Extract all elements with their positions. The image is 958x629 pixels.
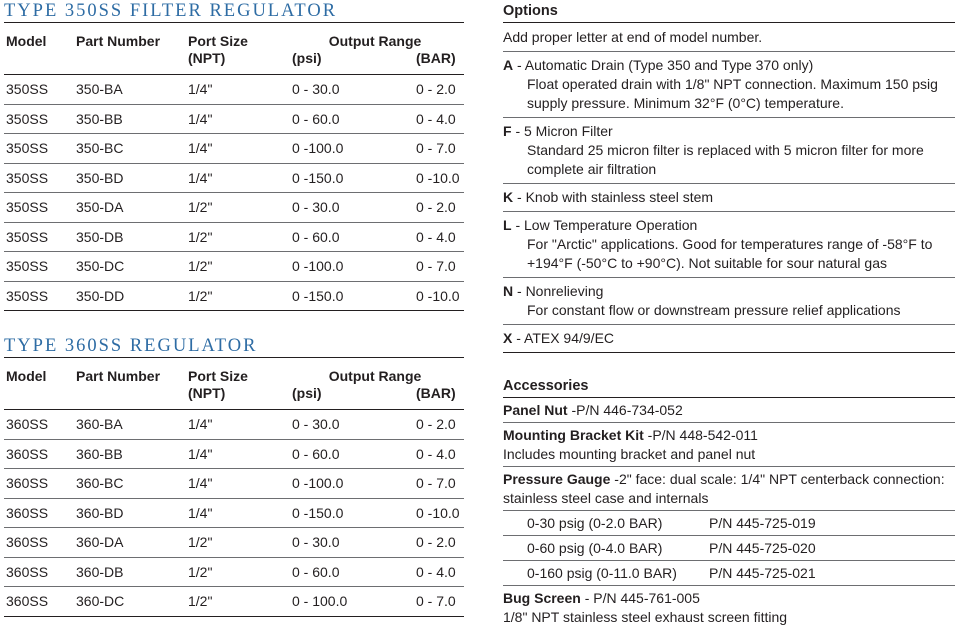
panel-nut-pn: -P/N 446-734-052 xyxy=(571,402,683,418)
option-desc: Float operated drain with 1/8" NPT connection. Maximum 150 psig supply pressure. Minimum 32°F (0°C) temperature. xyxy=(527,76,938,111)
cell-psi: 0 - 60.0 xyxy=(284,557,394,587)
cell-part: 350-BB xyxy=(74,104,186,134)
cell-model: 360SS xyxy=(4,439,74,469)
gauge-item xyxy=(503,466,955,510)
cell-bar: 0 -10.0 xyxy=(394,163,464,193)
table-row xyxy=(4,528,464,558)
options-intro: Add proper letter at end of model number. xyxy=(503,23,955,52)
cell-port: 1/4" xyxy=(186,75,284,105)
cell-port: 1/2" xyxy=(186,281,284,311)
gauge-pn: P/N 445-725-019 xyxy=(709,515,816,531)
table-row xyxy=(4,498,464,528)
cell-model: 360SS xyxy=(4,410,74,440)
table-row xyxy=(4,410,464,440)
table-header-row xyxy=(4,358,464,385)
table-row xyxy=(4,193,464,223)
bug-screen-desc: 1/8" NPT stainless steel exhaust screen fitting xyxy=(503,609,788,625)
cell-bar: 0 - 4.0 xyxy=(394,104,464,134)
type350-title: TYPE 350SS FILTER REGULATOR xyxy=(4,1,338,21)
cell-bar: 0 - 4.0 xyxy=(394,557,464,587)
cell-part: 360-BD xyxy=(74,498,186,528)
option-item xyxy=(503,52,955,118)
options-title: Options xyxy=(503,3,558,19)
cell-model: 360SS xyxy=(4,528,74,558)
option-letter: F xyxy=(503,123,512,139)
option-letter: N xyxy=(503,283,514,299)
cell-port: 1/2" xyxy=(186,557,284,587)
gauge-option-row xyxy=(503,535,955,560)
option-title xyxy=(503,122,955,141)
option-name: - 5 Micron Filter xyxy=(515,123,613,139)
cell-model: 350SS xyxy=(4,134,74,164)
table-row xyxy=(4,469,464,499)
cell-part: 350-DA xyxy=(74,193,186,223)
table-subheader-row xyxy=(4,50,464,75)
cell-bar: 0 -10.0 xyxy=(394,498,464,528)
bug-screen-pn: - P/N 445-761-005 xyxy=(584,590,700,606)
header-port: Port Size xyxy=(188,33,248,49)
option-name: - ATEX 94/9/EC xyxy=(516,330,615,346)
panel-nut-item xyxy=(503,398,955,422)
cell-model: 350SS xyxy=(4,222,74,252)
header-psi: (psi) xyxy=(292,50,322,66)
cell-part: 360-BA xyxy=(74,410,186,440)
cell-bar: 0 - 4.0 xyxy=(394,222,464,252)
cell-port: 1/4" xyxy=(186,134,284,164)
cell-port: 1/2" xyxy=(186,193,284,223)
cell-model: 360SS xyxy=(4,498,74,528)
option-title xyxy=(503,282,955,301)
gauge-range: 0-30 psig (0-2.0 BAR) xyxy=(527,515,663,531)
cell-psi: 0 - 30.0 xyxy=(284,528,394,558)
cell-psi: 0 -150.0 xyxy=(284,163,394,193)
option-name: - Low Temperature Operation xyxy=(515,217,698,233)
cell-psi: 0 - 30.0 xyxy=(284,193,394,223)
option-title xyxy=(503,216,955,235)
cell-part: 350-BA xyxy=(74,75,186,105)
option-item xyxy=(503,212,955,278)
header-output: Output Range xyxy=(328,368,422,384)
cell-psi: 0 -100.0 xyxy=(284,252,394,282)
left-column xyxy=(4,0,464,617)
right-column xyxy=(503,0,955,629)
mounting-desc: Includes mounting bracket and panel nut xyxy=(503,446,756,462)
cell-part: 360-BB xyxy=(74,439,186,469)
cell-bar: 0 - 4.0 xyxy=(394,439,464,469)
cell-psi: 0 - 30.0 xyxy=(284,75,394,105)
cell-part: 350-DB xyxy=(74,222,186,252)
header-part: Part Number xyxy=(76,33,161,49)
cell-model: 350SS xyxy=(4,193,74,223)
gauge-range: 0-60 psig (0-4.0 BAR) xyxy=(527,540,663,556)
gauge-list xyxy=(503,510,955,585)
cell-psi: 0 -100.0 xyxy=(284,469,394,499)
cell-model: 350SS xyxy=(4,75,74,105)
options-list xyxy=(503,52,955,353)
type350-table xyxy=(4,23,464,311)
cell-bar: 0 - 7.0 xyxy=(394,469,464,499)
cell-port: 1/4" xyxy=(186,469,284,499)
header-bar: (BAR) xyxy=(416,385,456,401)
cell-model: 360SS xyxy=(4,557,74,587)
table-row xyxy=(4,557,464,587)
header-model: Model xyxy=(6,33,47,49)
cell-model: 360SS xyxy=(4,469,74,499)
cell-part: 350-DD xyxy=(74,281,186,311)
cell-psi: 0 -150.0 xyxy=(284,498,394,528)
type360-title: TYPE 360SS REGULATOR xyxy=(4,336,258,356)
bug-screen-item xyxy=(503,585,955,629)
cell-port: 1/2" xyxy=(186,528,284,558)
option-title xyxy=(503,56,955,75)
panel-nut-name: Panel Nut xyxy=(503,402,568,418)
option-item xyxy=(503,278,955,325)
header-part: Part Number xyxy=(76,368,161,384)
table-subheader-row xyxy=(4,385,464,410)
cell-model: 350SS xyxy=(4,252,74,282)
cell-bar: 0 - 2.0 xyxy=(394,528,464,558)
table-row xyxy=(4,163,464,193)
option-desc: Standard 25 micron filter is replaced with 5 micron filter for more complete air filtration xyxy=(527,142,924,177)
cell-part: 360-DB xyxy=(74,557,186,587)
option-letter: X xyxy=(503,330,513,346)
cell-bar: 0 - 2.0 xyxy=(394,75,464,105)
header-model: Model xyxy=(6,368,47,384)
table-row xyxy=(4,281,464,311)
cell-part: 350-BD xyxy=(74,163,186,193)
cell-part: 360-DA xyxy=(74,528,186,558)
option-title xyxy=(503,329,955,348)
cell-psi: 0 - 60.0 xyxy=(284,439,394,469)
gauge-desc: -2" face: dual scale: 1/4" NPT centerback connection: stainless steel case and internals xyxy=(503,471,945,506)
cell-port: 1/4" xyxy=(186,439,284,469)
header-psi: (psi) xyxy=(292,385,322,401)
option-letter: K xyxy=(503,189,514,205)
cell-model: 350SS xyxy=(4,163,74,193)
cell-port: 1/4" xyxy=(186,410,284,440)
option-desc: For "Arctic" applications. Good for temperatures range of -58°F to +194°F (-50°C to +90°C). Not suitable for sour natural gas xyxy=(527,236,933,271)
cell-bar: 0 - 2.0 xyxy=(394,193,464,223)
cell-port: 1/4" xyxy=(186,104,284,134)
cell-part: 360-BC xyxy=(74,469,186,499)
header-bar: (BAR) xyxy=(416,50,456,66)
option-item xyxy=(503,118,955,184)
gauge-range: 0-160 psig (0-11.0 BAR) xyxy=(527,565,677,581)
header-output: Output Range xyxy=(328,33,422,49)
option-item xyxy=(503,325,955,353)
mounting-name: Mounting Bracket Kit xyxy=(503,427,644,443)
cell-psi: 0 -150.0 xyxy=(284,281,394,311)
cell-port: 1/2" xyxy=(186,222,284,252)
cell-bar: 0 -10.0 xyxy=(394,281,464,311)
table-row xyxy=(4,134,464,164)
header-port-sub: (NPT) xyxy=(188,50,226,66)
cell-port: 1/2" xyxy=(186,252,284,282)
gauge-option-row xyxy=(503,510,955,535)
cell-port: 1/2" xyxy=(186,587,284,617)
cell-port: 1/4" xyxy=(186,163,284,193)
bug-screen-name: Bug Screen xyxy=(503,590,581,606)
table-row xyxy=(4,75,464,105)
cell-psi: 0 - 30.0 xyxy=(284,410,394,440)
cell-psi: 0 - 100.0 xyxy=(284,587,394,617)
table-row xyxy=(4,252,464,282)
header-port: Port Size xyxy=(188,368,248,384)
option-letter: L xyxy=(503,217,512,233)
cell-psi: 0 -100.0 xyxy=(284,134,394,164)
type360-table xyxy=(4,358,464,617)
option-desc: For constant flow or downstream pressure relief applications xyxy=(527,302,901,318)
mounting-pn: -P/N 448-542-011 xyxy=(647,427,758,443)
cell-psi: 0 - 60.0 xyxy=(284,104,394,134)
table-row xyxy=(4,587,464,617)
table-header-row xyxy=(4,23,464,50)
gauge-option-row xyxy=(503,560,955,585)
option-item xyxy=(503,184,955,212)
cell-model: 350SS xyxy=(4,281,74,311)
accessories-title: Accessories xyxy=(503,378,589,394)
option-name: - Nonrelieving xyxy=(517,283,604,299)
table-row xyxy=(4,222,464,252)
cell-model: 350SS xyxy=(4,104,74,134)
cell-part: 360-DC xyxy=(74,587,186,617)
gauge-pn: P/N 445-725-020 xyxy=(709,540,816,556)
cell-bar: 0 - 7.0 xyxy=(394,587,464,617)
cell-port: 1/4" xyxy=(186,498,284,528)
cell-model: 360SS xyxy=(4,587,74,617)
table-row xyxy=(4,439,464,469)
cell-bar: 0 - 7.0 xyxy=(394,252,464,282)
option-name: - Knob with stainless steel stem xyxy=(517,189,714,205)
cell-part: 350-DC xyxy=(74,252,186,282)
option-title xyxy=(503,188,955,207)
mounting-item xyxy=(503,422,955,466)
option-letter: A xyxy=(503,57,514,73)
cell-part: 350-BC xyxy=(74,134,186,164)
cell-bar: 0 - 7.0 xyxy=(394,134,464,164)
gauge-name: Pressure Gauge xyxy=(503,471,611,487)
table-row xyxy=(4,104,464,134)
cell-psi: 0 - 60.0 xyxy=(284,222,394,252)
cell-bar: 0 - 2.0 xyxy=(394,410,464,440)
gauge-pn: P/N 445-725-021 xyxy=(709,565,816,581)
option-name: - Automatic Drain (Type 350 and Type 370 only) xyxy=(517,57,814,73)
header-port-sub: (NPT) xyxy=(188,385,226,401)
